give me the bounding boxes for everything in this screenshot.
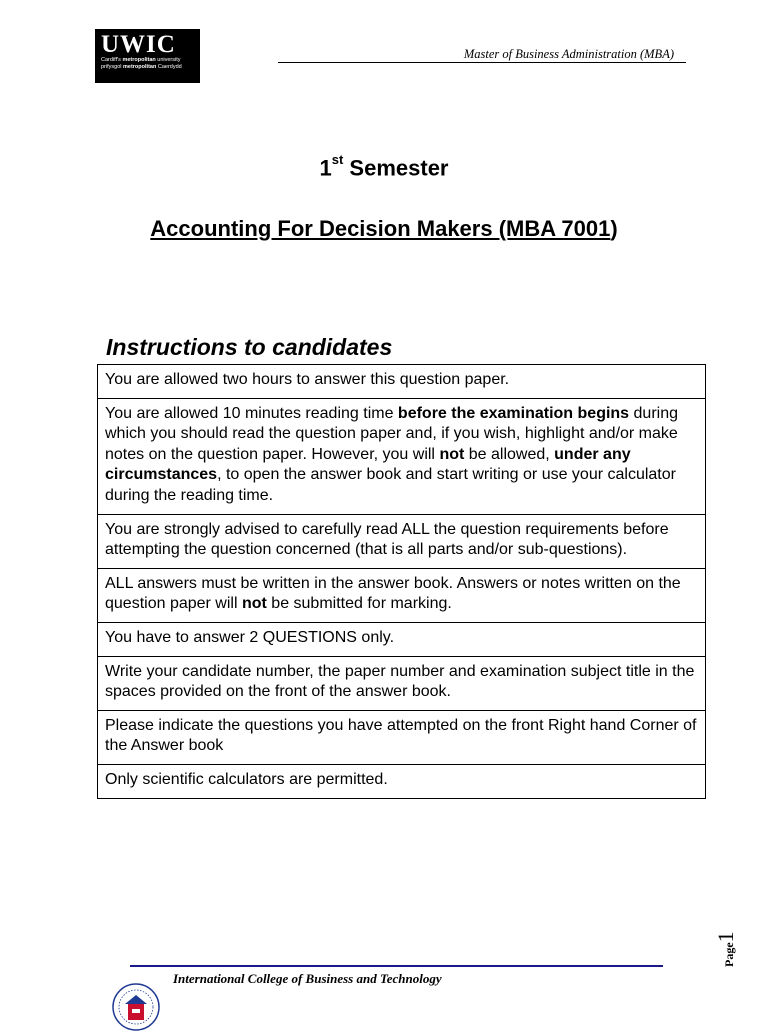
instruction-cell — [98, 622, 706, 656]
instruction-cell — [98, 365, 706, 399]
instruction-text: You have to answer 2 QUESTIONS only. — [105, 628, 395, 646]
instruction-row — [98, 514, 706, 568]
uwic-logo — [95, 29, 200, 83]
semester-suffix: st — [331, 152, 344, 167]
page-word: Page — [722, 942, 736, 967]
instruction-row — [98, 398, 706, 514]
instruction-text: be submitted for marking. — [266, 595, 452, 613]
instruction-cell — [98, 514, 706, 568]
instruction-text: You are allowed two hours to answer this question paper. — [105, 371, 510, 388]
instruction-row — [98, 622, 706, 656]
instruction-text: You are allowed 10 minutes reading time — [105, 404, 398, 422]
logo-wordmark: UWIC — [101, 31, 176, 58]
instruction-emphasis: not — [439, 445, 465, 463]
semester-label: Semester — [349, 155, 449, 181]
instructions-heading: Instructions to candidates — [106, 334, 393, 360]
instruction-text: , to open the answer book and start writing or use your calculator during the reading time. — [105, 466, 676, 504]
instruction-text: ALL answers must be written in the answer book. Answers or notes written on the question paper will — [105, 574, 681, 613]
instruction-text: be allowed, — [464, 445, 555, 463]
page-number-label — [713, 907, 747, 967]
semester-heading — [0, 152, 768, 181]
instruction-row — [98, 656, 706, 710]
instruction-row — [98, 568, 706, 622]
footer-rule — [130, 965, 663, 967]
course-title: Accounting For Decision Makers (MBA 7001) — [150, 216, 618, 241]
instruction-text: Please indicate the questions you have attempted on the front Right hand Corner of the Answer book — [105, 716, 697, 755]
instruction-cell — [98, 764, 706, 798]
instruction-cell — [98, 656, 706, 710]
instruction-emphasis: before the examination begins — [397, 404, 630, 422]
header-rule — [278, 62, 686, 63]
instruction-emphasis: not — [241, 595, 267, 613]
instruction-row — [98, 365, 706, 399]
logo-subline-1: Cardiff's metropolitan university — [101, 57, 181, 63]
program-title: Master of Business Administration (MBA) — [463, 47, 674, 61]
footer-college-name: International College of Business and Technology — [173, 971, 442, 986]
instruction-cell — [98, 568, 706, 622]
semester-number: 1 — [319, 155, 332, 181]
instruction-cell — [98, 710, 706, 764]
instruction-row — [98, 764, 706, 798]
logo-subline-2: prifysgol metropolitan Caerdydd — [101, 63, 182, 70]
college-seal-icon — [111, 982, 161, 1032]
instructions-table — [97, 364, 706, 799]
instruction-text: Only scientific calculators are permitted. — [105, 770, 388, 788]
instruction-row — [98, 710, 706, 764]
instruction-emphasis: under any circumstances — [105, 445, 631, 484]
instruction-text: Write your candidate number, the paper number and examination subject title in the spaces provided on the front of the answer book. — [105, 662, 695, 701]
instruction-text: during which you should read the question paper and, if you wish, highlight and/or make notes on the question paper. However, you will — [105, 404, 678, 463]
instruction-text: You are strongly advised to carefully read ALL the question requirements before attempting the question concerned (that is all parts and/or sub-questions). — [105, 520, 669, 559]
instruction-cell — [98, 398, 706, 514]
page-number: 1 — [713, 931, 738, 943]
